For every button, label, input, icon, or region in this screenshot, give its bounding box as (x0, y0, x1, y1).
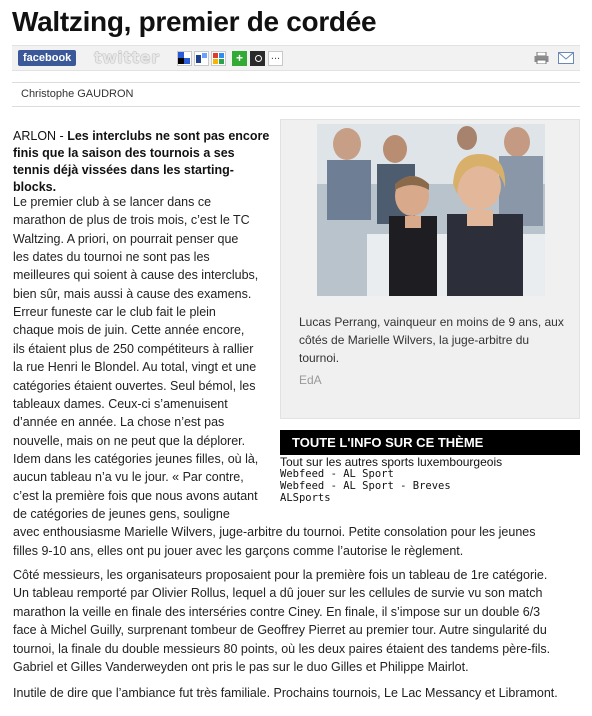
author-byline: Christophe GAUDRON (21, 88, 134, 100)
lead-text: Les interclubs ne sont pas encore finis que la saison des tournois a ses tennis déjà vissées dans les starting-blocks. (13, 129, 270, 194)
article-lead (13, 128, 271, 196)
theme-link[interactable]: ALSports (280, 492, 331, 504)
article-body-line: Erreur funeste car le club fait le plein (13, 305, 216, 320)
share-bar (12, 45, 580, 71)
article-body-line: Côté messieurs, les organisateurs proposaient pour la première fois un tableau de 1re catégorie. (13, 568, 548, 582)
article-body-line: ils étaient plus de 250 compétiteurs à rallier (13, 341, 254, 356)
article-body-line: Inutile de dire que l’ambiance fut très familiale. Prochains tournois, Le Lac Messancy et Libramont. (13, 686, 558, 700)
article-body-line: meilleures qui soient à cause des interclubs, (13, 268, 259, 283)
article-body-line: marathon de plus de trois mois, c’est le TC (13, 213, 250, 228)
print-icon[interactable] (534, 51, 549, 63)
article-body-line: filles 9-10 ans, elles ont pu jouer avec les garçons comme l’autorise le règlement. (13, 543, 464, 558)
photo-credit: EdA (299, 373, 322, 387)
article-body-line: nouvelle, mais on ne peut que la déplorer. (13, 433, 246, 448)
delicious-icon[interactable] (177, 51, 192, 66)
article-body-line: tableaux dames. Ceux-ci s’amenuisent (13, 396, 228, 411)
add-icon[interactable]: + (232, 51, 247, 66)
article-body-line: face à Michel Guilly, surprenant tombeur de Geoffrey Pierret au premier tour. Autre singularité du (13, 623, 547, 638)
article-body-line: marathon la veille en finale des interséries contre Ciney. En finale, il s’impose sur un double 6/3 (13, 604, 541, 619)
lead-location: ARLON - (13, 129, 68, 143)
more-icon[interactable]: ... (268, 51, 283, 66)
google-bookmark-icon[interactable] (211, 51, 226, 66)
theme-link[interactable]: Tout sur les autres sports luxembourgeois (280, 455, 503, 469)
photo-caption: Lucas Perrang, vainqueur en moins de 9 ans, aux côtés de Marielle Wilvers, la juge-arbitre du tournoi. (299, 315, 564, 365)
article-body-line: Le premier club à se lancer dans ce (13, 195, 212, 209)
digg-icon[interactable] (194, 51, 209, 66)
theme-links (280, 456, 580, 504)
divider (12, 106, 580, 107)
article-body-line: de catégories de jeunes gens, souligne (13, 506, 230, 521)
divider (12, 82, 580, 83)
article-body-line: catégories étaient ouvertes. Seul bémol, les (13, 378, 256, 393)
theme-link[interactable]: Webfeed - AL Sport (280, 468, 394, 480)
theme-header: TOUTE L'INFO SUR CE THÈME (280, 430, 580, 455)
article-photo[interactable] (317, 124, 545, 296)
twitter-share-button[interactable]: twitter (94, 48, 160, 67)
article-body-line: tournoi, la finale du double messieurs 80 points, où les deux paires étaient des tandems père-fils. (13, 641, 551, 656)
article-title: Waltzing, premier de cordée (12, 6, 377, 37)
article-body-line: d’année en année. La chose n’est pas (13, 415, 225, 430)
article-body-line: avec enthousiasme Marielle Wilvers, juge-arbitre du tournoi. Petite consolation pour les jeunes (13, 525, 536, 540)
article-body-line: aucun tableau n’a vu le jour. « Par contre, (13, 470, 244, 485)
article-body-line: Gabriel et Gilles Vanderweyden ont pris le pas sur le duo Gilles et Philippe Mairlot. (13, 660, 469, 674)
facebook-share-button[interactable]: facebook (18, 50, 76, 66)
article-body-line: chaque mois de juin. Cette année encore, (13, 323, 245, 338)
mail-icon[interactable] (558, 51, 574, 63)
article-body-line: Waltzing. A priori, on pourrait penser que (13, 231, 239, 246)
article-body-line: la rue Henri le Blondel. Au total, vingt et une (13, 360, 257, 375)
myspace-icon[interactable] (250, 51, 265, 66)
photo-box (280, 119, 580, 419)
theme-link[interactable]: Webfeed - AL Sport - Breves (280, 480, 451, 492)
article-body-line: Idem dans les catégories jeunes filles, où là, (13, 451, 259, 466)
article-body-line: bien sûr, mais aussi à cause des examens. (13, 286, 252, 301)
article-body-line: les dates du tournoi ne sont pas les (13, 250, 210, 265)
article-body-line: c’est la première fois que nous avons autant (13, 488, 258, 503)
article-body-line: Un tableau remporté par Olivier Rollus, lequel a dû jouer sur les cellules de survie vu son match (13, 586, 543, 601)
